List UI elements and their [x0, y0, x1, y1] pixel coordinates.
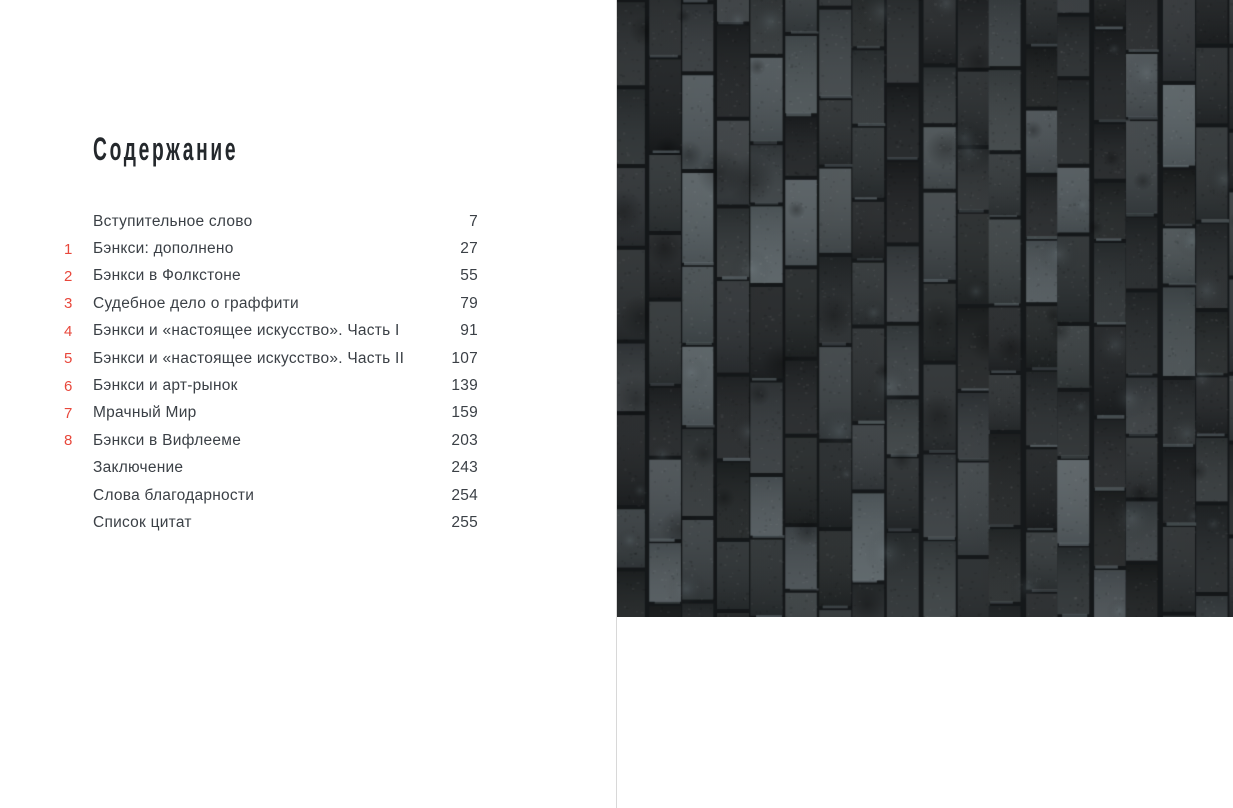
- toc-entry-page: 55: [460, 267, 478, 285]
- toc-entry-label: Бэнкси и арт-рынок: [93, 377, 238, 395]
- toc-entry-label: Бэнкси в Вифлееме: [93, 431, 242, 449]
- toc-entry-number: 5: [64, 350, 73, 368]
- toc-entry-page: 254: [451, 486, 478, 504]
- toc-entry-number: 7: [64, 404, 73, 422]
- photo-page: [617, 0, 1233, 808]
- toc-entry-page: 107: [451, 349, 478, 367]
- toc-entry: [64, 509, 478, 536]
- toc-entry-label: Судебное дело о граффити: [93, 294, 299, 312]
- toc-entry-page: 243: [451, 459, 478, 477]
- toc-entry: [64, 345, 478, 372]
- toc-entry: [64, 318, 478, 345]
- photo-frame: [617, 0, 1233, 617]
- toc-entry: [64, 290, 478, 317]
- toc-entry-number: 2: [64, 267, 73, 285]
- toc-entry-label: Мрачный Мир: [93, 404, 197, 422]
- toc-entry-page: 7: [469, 212, 478, 230]
- toc-page: [0, 0, 616, 808]
- toc-entry-page: 255: [451, 513, 478, 531]
- toc-entry-page: 91: [460, 322, 478, 340]
- toc-entry-label: Бэнкси и «настоящее искусство». Часть I: [93, 322, 400, 340]
- toc-entry-label: Список цитат: [93, 513, 192, 531]
- toc-entry-page: 27: [460, 240, 478, 258]
- toc-entry-page: 79: [460, 294, 478, 312]
- toc-entry-number: 4: [64, 322, 73, 340]
- toc-entry-label: Бэнкси и «настоящее искусство». Часть II: [93, 349, 405, 367]
- toc-entry: [64, 263, 478, 290]
- toc-entry-label: Заключение: [93, 459, 184, 477]
- toc-entry-page: 159: [451, 404, 478, 422]
- toc-entry: [64, 427, 478, 454]
- toc-entry-page: 139: [451, 377, 478, 395]
- toc-entry: [64, 372, 478, 399]
- toc-entry-number: 3: [64, 295, 73, 313]
- toc-entry-label: Слова благодарности: [93, 486, 255, 504]
- toc-entry: [64, 235, 478, 262]
- toc-entry: [64, 400, 478, 427]
- toc-entry-label: Вступительное слово: [93, 212, 253, 230]
- toc-entry-number: 8: [64, 432, 73, 450]
- toc-entry: [64, 482, 478, 509]
- toc-title: Содержание: [93, 131, 239, 167]
- brick-wall-photo: [617, 0, 1233, 617]
- toc-entry: [64, 208, 478, 235]
- toc-entry: [64, 455, 478, 482]
- toc-entry-label: Бэнкси в Фолкстоне: [93, 267, 241, 285]
- toc-entry-page: 203: [451, 431, 478, 449]
- toc-list: [64, 208, 478, 537]
- toc-entry-number: 1: [64, 240, 73, 258]
- toc-entry-number: 6: [64, 377, 73, 395]
- toc-entry-label: Бэнкси: дополнено: [93, 240, 234, 258]
